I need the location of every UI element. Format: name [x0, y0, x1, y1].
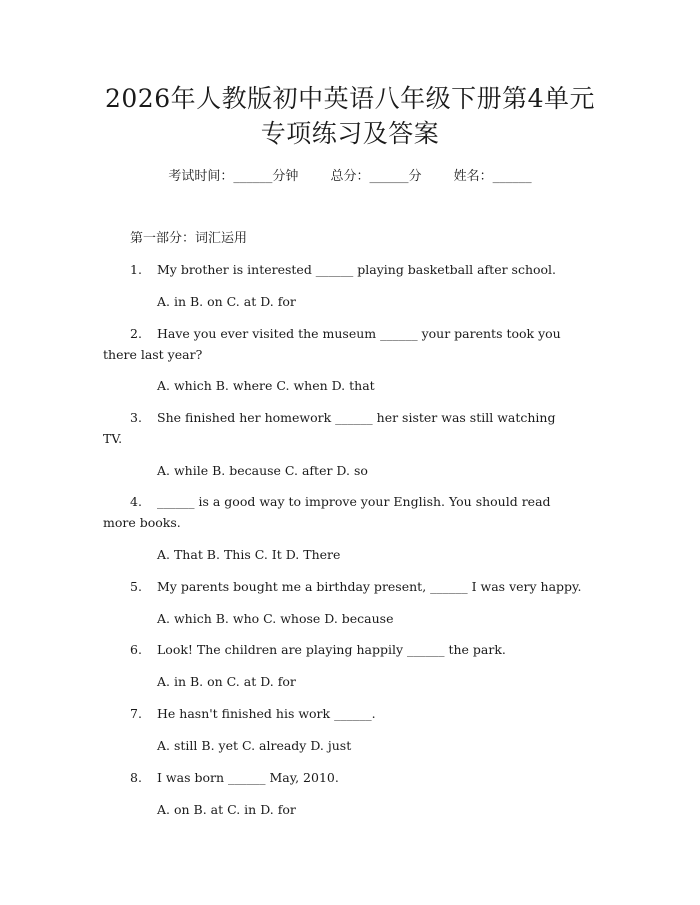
question-number: 7. [130, 706, 142, 721]
question-text: She finished her homework ______ her sister was still watching [157, 410, 556, 425]
document-title-line2: 专项练习及答案 [260, 119, 440, 148]
question-options: A. in B. on C. at D. for [157, 674, 296, 689]
question-text: My brother is interested ______ playing basketball after school. [157, 262, 557, 277]
question-number: 5. [130, 579, 142, 594]
question-text: I was born ______ May, 2010. [157, 770, 339, 785]
question-text: He hasn't finished his work ______. [157, 706, 376, 721]
exam-meta [0, 168, 700, 186]
question-text: My parents bought me a birthday present, ______ I was very happy. [157, 579, 582, 594]
question-text: Look! The children are playing happily ______ the park. [157, 642, 506, 657]
question-text-continued: there last year? [103, 347, 203, 362]
question-number: 1. [130, 262, 142, 277]
question-options: A. still B. yet C. already D. just [157, 738, 352, 753]
question-text: ______ is a good way to improve your English. You should read [157, 494, 551, 509]
question-number: 3. [130, 410, 142, 425]
exam-score-field: 总分：______分 [330, 169, 422, 184]
question-text-continued: more books. [103, 515, 181, 530]
question-number: 2. [130, 326, 142, 341]
question-text: Have you ever visited the museum ______ your parents took you [157, 326, 561, 341]
question-number: 4. [130, 494, 142, 509]
question-options: A. which B. who C. whose D. because [157, 611, 394, 626]
section-heading: 第一部分：词汇运用 [130, 231, 248, 246]
exam-time-field: 考试时间：______分钟 [168, 169, 299, 184]
document-title-line1: 2026年人教版初中英语八年级下册第4单元 [104, 84, 596, 113]
question-text-continued: TV. [103, 431, 123, 446]
question-options: A. on B. at C. in D. for [157, 802, 296, 817]
question-number: 6. [130, 642, 142, 657]
question-options: A. while B. because C. after D. so [157, 463, 368, 478]
question-number: 8. [130, 770, 142, 785]
exam-name-field: 姓名：______ [453, 169, 532, 184]
question-options: A. which B. where C. when D. that [157, 378, 375, 393]
question-options: A. That B. This C. It D. There [157, 547, 341, 562]
question-options: A. in B. on C. at D. for [157, 294, 296, 309]
